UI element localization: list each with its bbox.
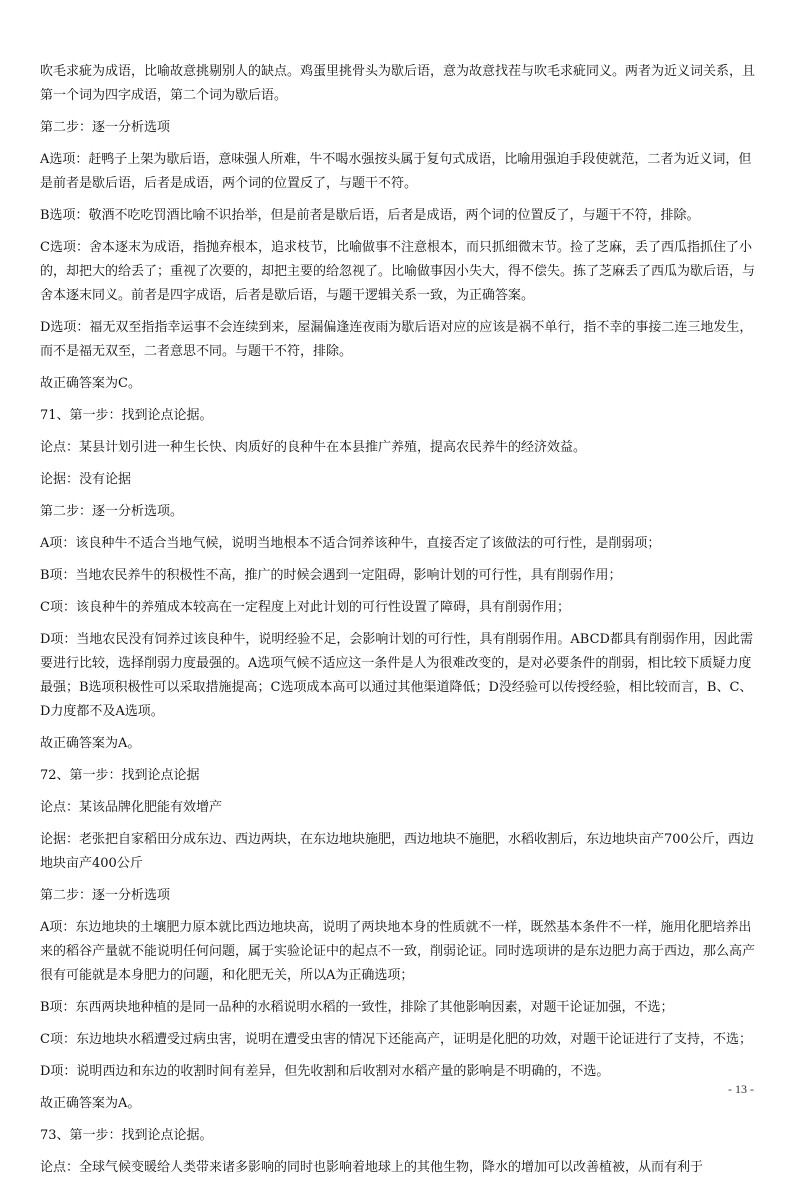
paragraph: 吹毛求疵为成语，比喻故意挑剔别人的缺点。鸡蛋里挑骨头为歇后语，意为故意找茬与吹毛求疵同义。两者为近义词关系，且第一个词为四字成语，第二个词为歇后语。 [40,64,756,103]
paragraph: 72、第一步：找到论点论据 [40,768,200,783]
paragraph: D项：当地农民没有饲养过该良种牛，说明经验不足，会影响计划的可行性，具有削弱作用。ABCD都具有削弱作用，因此需要进行比较，选择削弱力度最强的。A选项气候不适应这一条件是人为很难改变的，是对必要条件的削弱，相比较下质疑力度最强；B选项积极性可以采取措施提高；C选项成本高可以通过其他渠道降低；D没经验可以传授经验，相比较而言，B、C、D力度都不及A选项。 [40,632,753,719]
paragraph: C项：东边地块水稻遭受过病虫害，说明在遭受虫害的情况下还能高产，证明是化肥的功效，对题干论证进行了支持，不选； [40,1032,752,1047]
paragraph: A项：该良种牛不适合当地气候，说明当地根本不适合饲养该种牛，直接否定了该做法的可行性，是削弱项； [40,536,661,551]
paragraph: B项：东西两块地种植的是同一品种的水稻说明水稻的一致性，排除了其他影响因素，对题干论证加强，不选； [40,1000,674,1015]
paragraph: A项：东边地块的土壤肥力原本就比西边地块高，说明了两块地本身的性质就不一样，既然基本条件不一样，施用化肥培养出来的稻谷产量就不能说明任何问题，属于实验论证中的起点不一致，削弱论证。同时选项讲的是东边肥力高于西边，那么高产很有可能就是本身肥力的问题，和化肥无关，所以A为正确选项； [40,920,756,983]
paragraph: 73、第一步：找到论点论据。 [40,1128,213,1143]
paragraph: A选项：赶鸭子上架为歇后语，意味强人所难，牛不喝水强按头属于复句式成语，比喻用强迫手段使就范，二者为近义词，但是前者是歇后语，后者是成语，两个词的位置反了，与题干不符。 [40,152,752,191]
paragraph: B选项：敬酒不吃吃罚酒比喻不识抬举，但是前者是歇后语，后者是成语，两个词的位置反了，与题干不符，排除。 [40,208,700,223]
paragraph: 论点：某县计划引进一种生长快、肉质好的良种牛在本县推广养殖，提高农民养牛的经济效益。 [40,440,587,455]
paragraph: 故正确答案为A。 [40,1096,141,1111]
paragraph: 第二步：逐一分析选项 [40,120,171,135]
paragraph: 第二步：逐一分析选项。 [40,504,184,519]
paragraph: C项：该良种牛的养殖成本较高在一定程度上对此计划的可行性设置了障碍，具有削弱作用； [40,600,570,615]
paragraph: B项：当地农民养牛的积极性不高，推广的时候会遇到一定阻碍，影响计划的可行性，具有削弱作用； [40,568,622,583]
paragraph: D项：说明西边和东边的收割时间有差异，但先收割和后收割对水稻产量的影响是不明确的，不选。 [40,1064,610,1079]
paragraph: 71、第一步：找到论点论据。 [40,408,213,423]
paragraph: 论据：老张把自家稻田分成东边、西边两块，在东边地块施肥，西边地块不施肥，水稻收割后，东边地块亩产700公斤，西边地块亩产400公斤 [40,832,754,871]
paragraph: 论点：某该品牌化肥能有效增产 [40,800,223,815]
paragraph: D选项：福无双至指指幸运事不会连续到来，屋漏偏逢连夜雨为歇后语对应的应该是祸不单行，指不幸的事接二连三地发生，而不是福无双至，二者意思不同。与题干不符，排除。 [40,320,753,359]
paragraph: 故正确答案为A。 [40,736,141,751]
page-number: - 13 - [728,1082,754,1096]
paragraph: 故正确答案为C。 [40,376,141,391]
paragraph: 第二步：逐一分析选项 [40,888,171,903]
paragraph: 论据：没有论据 [40,472,132,487]
paragraph: 论点：全球气候变暖给人类带来诸多影响的同时也影响着地球上的其他生物，降水的增加可以改善植被，从而有利于 [40,1160,704,1175]
paragraph: C选项：舍本逐末为成语，指抛弃根本，追求枝节，比喻做事不注意根本，而只抓细微末节。捡了芝麻，丢了西瓜指抓住了小的，却把大的给丢了；重视了次要的，却把主要的给忽视了。比喻做事因小失大，得不偿失。拣了芝麻丢了西瓜为歇后语，与舍本逐末同义。前者是四字成语，后者是歇后语，与题干逻辑关系一致，为正确答案。 [40,240,756,303]
